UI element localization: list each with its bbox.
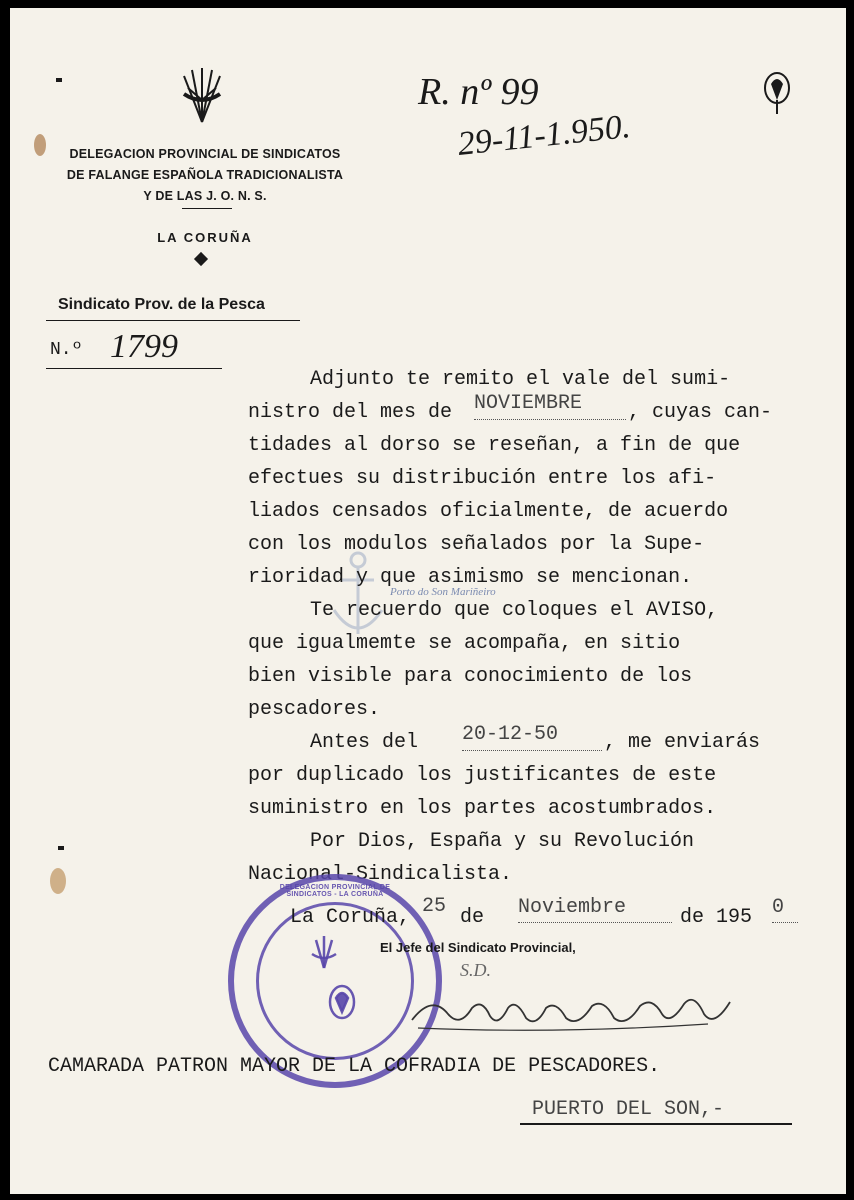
body-line: Antes del <box>310 731 419 754</box>
body-line: Adjunto te remito el vale del sumi- <box>310 368 731 391</box>
signature-initials: S.D. <box>460 960 491 980</box>
body-line: tidades al dorso se reseñan, a fin de que <box>248 434 741 457</box>
body-line: bien visible para conocimiento de los <box>248 665 693 688</box>
body-line: efectues su distribución entre los afi- <box>248 467 717 490</box>
watermark-text: Porto do Son Mariñeiro <box>390 586 496 598</box>
crest-icon <box>762 70 792 118</box>
yoke-and-arrows-emblem <box>178 64 226 126</box>
body-line: con los modulos señalados por la Supe- <box>248 533 705 556</box>
signature <box>408 984 738 1040</box>
body-line: que igualmemte se acompaña, en sitio <box>248 632 681 655</box>
body-line: Por Dios, España y su Revolución <box>310 830 695 853</box>
body-line: , me enviarás <box>604 731 761 754</box>
deadline-field: 20-12-50 <box>462 720 602 751</box>
month-field: NOVIEMBRE <box>474 389 626 420</box>
sindicato-name: Sindicato Prov. de la Pesca <box>58 296 265 313</box>
body-line: Nacional-Sindicalista. <box>248 863 513 886</box>
punch-mark <box>58 846 64 850</box>
body-line: nistro del mes de <box>248 401 453 424</box>
body-line: , cuyas can- <box>628 401 773 424</box>
stamp-text: DELEGACION PROVINCIAL DE SINDICATOS - LA CORUÑA <box>279 884 391 898</box>
closing-year-digit: 0 <box>772 894 798 923</box>
addressee-line: CAMARADA PATRON MAYOR DE LA COFRADIA DE PESCADORES. <box>48 1055 661 1078</box>
number-label: N.º <box>50 340 83 360</box>
stamp-emblem <box>306 932 366 1032</box>
diamond-ornament <box>194 252 208 266</box>
letterhead-line: Y DE LAS J. O. N. S. <box>143 189 267 203</box>
body-line: liados censados oficialmente, de acuerdo <box>248 500 729 523</box>
handwritten-reference: R. nº 99 <box>418 71 539 113</box>
addressee-location: PUERTO DEL SON,- <box>532 1098 725 1121</box>
closing-month: Noviembre <box>518 894 672 923</box>
body-line: rioridad y que asimismo se mencionan. <box>248 566 693 589</box>
punch-mark <box>56 78 62 82</box>
letter-page <box>10 8 846 1194</box>
signer-title: El Jefe del Sindicato Provincial, <box>380 940 576 955</box>
divider <box>520 1123 792 1125</box>
city-name: LA CORUÑA <box>157 230 253 245</box>
divider <box>46 320 300 321</box>
letterhead <box>50 144 360 207</box>
reference-number: 1799 <box>110 328 178 365</box>
letterhead-line: DELEGACION PROVINCIAL DE SINDICATOS <box>69 147 341 161</box>
handwritten-date: 29-11-1.950. <box>456 108 633 163</box>
body-line: pescadores. <box>248 698 381 721</box>
closing-place: La Coruña, <box>290 906 411 929</box>
stain <box>34 134 46 156</box>
body-line: suministro en los partes acostumbrados. <box>248 797 717 820</box>
closing-de: de <box>460 906 485 929</box>
divider <box>182 208 232 209</box>
closing-day: 25 <box>422 895 447 918</box>
closing-de-year: de 195 <box>680 906 753 929</box>
body-line: Te recuerdo que coloques el AVISO, <box>310 599 719 622</box>
stain <box>50 868 66 894</box>
divider <box>46 368 222 369</box>
letterhead-line: DE FALANGE ESPAÑOLA TRADICIONALISTA <box>66 168 344 182</box>
body-line: por duplicado los justificantes de este <box>248 764 717 787</box>
